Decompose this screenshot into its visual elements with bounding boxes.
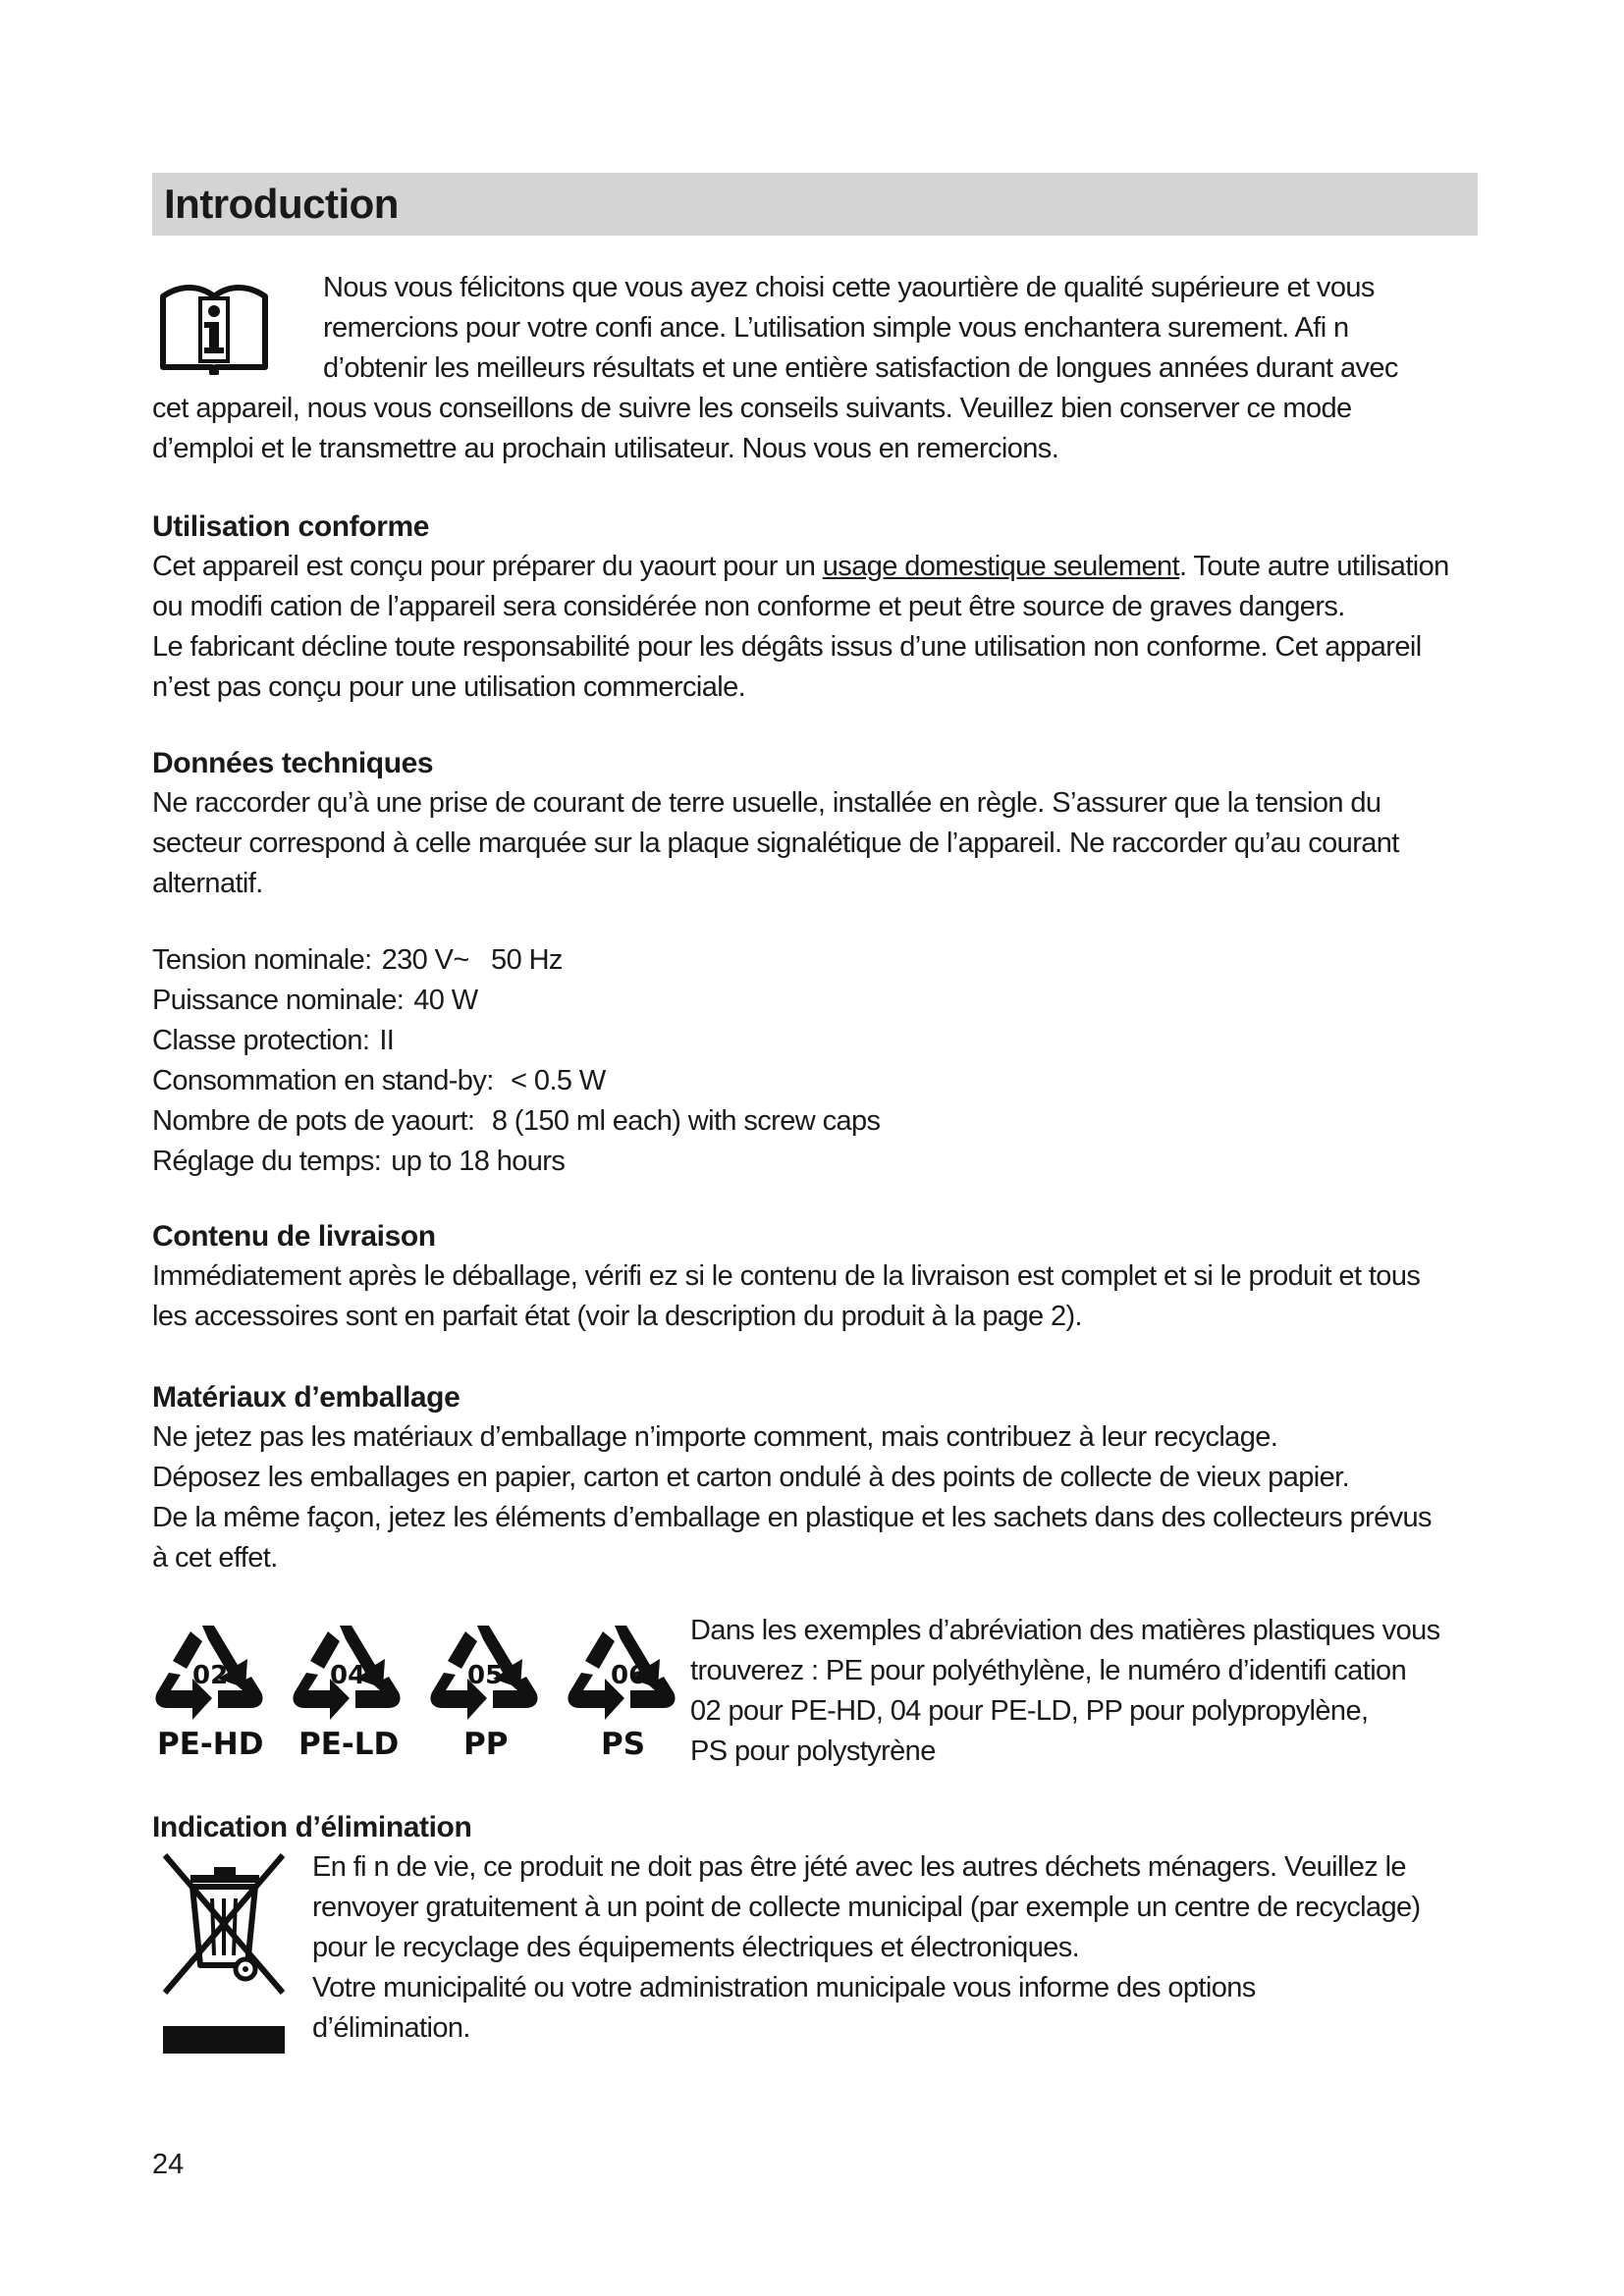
recycling-label: PP [463, 1727, 509, 1762]
contenu-line: les accessoires sont en parfait état (voir la description du produit à la page 2). [152, 1301, 1083, 1332]
section-donnees [152, 743, 1497, 904]
section-heading: Matériaux d’emballage [152, 1381, 460, 1414]
spec-value: 40 W [413, 985, 478, 1016]
spec-value: II [379, 1025, 395, 1056]
section-heading: Données techniques [152, 747, 434, 779]
recycling-code: 04 [330, 1661, 366, 1690]
crossed-out-wheelie-bin-icon [155, 1847, 293, 2056]
section-heading: Utilisation conforme [152, 510, 430, 543]
elimination-paragraph [312, 1847, 1490, 2049]
elimination-line: d’élimination. [312, 2012, 470, 2044]
recycling-symbol-02 [149, 1620, 272, 1762]
technical-specs [152, 940, 1330, 1182]
spec-value: < 0.5 W [503, 1065, 606, 1096]
elimination-line: En fi n de vie, ce produit ne doit pas être jété avec les autres déchets ménagers. Veuillez le [312, 1851, 1406, 1883]
intro-line: remercions pour votre confi ance. L’utilisation simple vous enchantera surement. Afi n [323, 312, 1349, 344]
spec-row [152, 981, 1330, 1021]
abbreviation-line: trouverez : PE pour polyéthylène, le numéro d’identifi cation [690, 1655, 1407, 1686]
abbreviation-line: PS pour polystyrène [690, 1735, 936, 1767]
intro-paragraph-indented [323, 268, 1482, 389]
section-contenu [152, 1216, 1497, 1337]
spec-label: Consommation en stand-by: [152, 1065, 494, 1096]
intro-line: d’emploi et le transmettre au prochain utilisateur. Nous vous en remercions. [152, 433, 1059, 464]
intro-line: Nous vous félicitons que vous ayez choisi cette yaourtière de qualité supérieure et vous [323, 272, 1375, 303]
materiaux-line: à cet effet. [152, 1542, 278, 1574]
spec-row [152, 1061, 1330, 1101]
recycling-symbol-05 [424, 1620, 547, 1762]
recycling-code: 02 [192, 1661, 229, 1690]
elimination-line: renvoyer gratuitement à un point de collecte municipal (par exemple un centre de recyclage) [312, 1892, 1421, 1923]
spec-label: Classe protection: [152, 1025, 370, 1056]
abbreviation-line: Dans les exemples d’abréviation des matières plastiques vous [690, 1615, 1440, 1646]
plastics-abbreviation-text [690, 1611, 1495, 1772]
spec-row [152, 1101, 1330, 1142]
spec-label: Réglage du temps: [152, 1146, 382, 1177]
section-heading: Indication d’élimination [152, 1811, 472, 1843]
utilisation-text: Cet appareil est conçu pour préparer du yaourt pour un [152, 551, 823, 582]
recycling-symbol-06 [562, 1620, 684, 1762]
section-header-bar [152, 173, 1478, 236]
spec-label: Tension nominale: [152, 944, 372, 976]
spec-label: Puissance nominale: [152, 985, 405, 1016]
recycling-code: 06 [611, 1661, 647, 1690]
section-elimination-heading [152, 1807, 1497, 1847]
utilisation-line: Le fabricant décline toute responsabilité pour les dégâts issus d’une utilisation non conforme. Cet appareil [152, 631, 1422, 663]
donnees-line: Ne raccorder qu’à une prise de courant de terre usuelle, installée en règle. S’assurer que la tension du [152, 787, 1381, 819]
elimination-line: Votre municipalité ou votre administration municipale vous informe des options [312, 1972, 1256, 2003]
recycling-code: 05 [467, 1661, 504, 1690]
intro-line: d’obtenir les meilleurs résultats et une entière satisfaction de longues années durant avec [323, 352, 1398, 384]
recycling-label: PE-HD [157, 1727, 264, 1762]
section-heading: Contenu de livraison [152, 1220, 436, 1253]
utilisation-line [152, 547, 1497, 587]
spec-row [152, 940, 1330, 981]
contenu-line: Immédiatement après le déballage, vérifi ez si le contenu de la livraison est complet et si le produit et tous [152, 1260, 1421, 1292]
section-materiaux [152, 1377, 1497, 1578]
section-utilisation [152, 507, 1497, 708]
donnees-line: alternatif. [152, 868, 263, 899]
spec-row [152, 1021, 1330, 1061]
donnees-line: secteur correspond à celle marquée sur la plaque signalétique de l’appareil. Ne raccorder qu’au courant [152, 828, 1399, 859]
spec-label: Nombre de pots de yaourt: [152, 1105, 475, 1137]
utilisation-line: n’est pas conçu pour une utilisation commerciale. [152, 671, 746, 703]
spec-value: 230 V~ 50 Hz [381, 944, 563, 976]
intro-line: cet appareil, nous vous conseillons de suivre les conseils suivants. Veuillez bien conserver ce mode [152, 393, 1352, 424]
info-manual-icon [155, 277, 273, 375]
abbreviation-line: 02 pour PE-HD, 04 pour PE-LD, PP pour polypropylène, [690, 1695, 1369, 1727]
recycling-label: PE-LD [298, 1727, 400, 1762]
materiaux-line: De la même façon, jetez les éléments d’emballage en plastique et les sachets dans des collecteurs prévus [152, 1502, 1432, 1533]
elimination-line: pour le recyclage des équipements électriques et électroniques. [312, 1932, 1080, 1963]
page-number: 24 [152, 2149, 185, 2180]
spec-value: 8 (150 ml each) with screw caps [484, 1105, 881, 1137]
spec-row [152, 1142, 1330, 1182]
usage-domestique-underlined: usage domestique seulement [822, 551, 1180, 582]
spec-value: up to 18 hours [391, 1146, 566, 1177]
page-title: Introduction [164, 181, 399, 227]
recycling-label: PS [601, 1727, 646, 1762]
utilisation-line: ou modifi cation de l’appareil sera considérée non conforme et peut être source de graves dangers. [152, 591, 1345, 622]
materiaux-line: Déposez les emballages en papier, carton et carton ondulé à des points de collecte de vieux papier. [152, 1462, 1350, 1493]
recycling-symbol-04 [287, 1620, 409, 1762]
utilisation-text: . Toute autre utilisation [1179, 551, 1449, 582]
intro-paragraph-full [152, 389, 1488, 469]
materiaux-line: Ne jetez pas les matériaux d’emballage n’importe comment, mais contribuez à leur recyclage. [152, 1421, 1278, 1453]
